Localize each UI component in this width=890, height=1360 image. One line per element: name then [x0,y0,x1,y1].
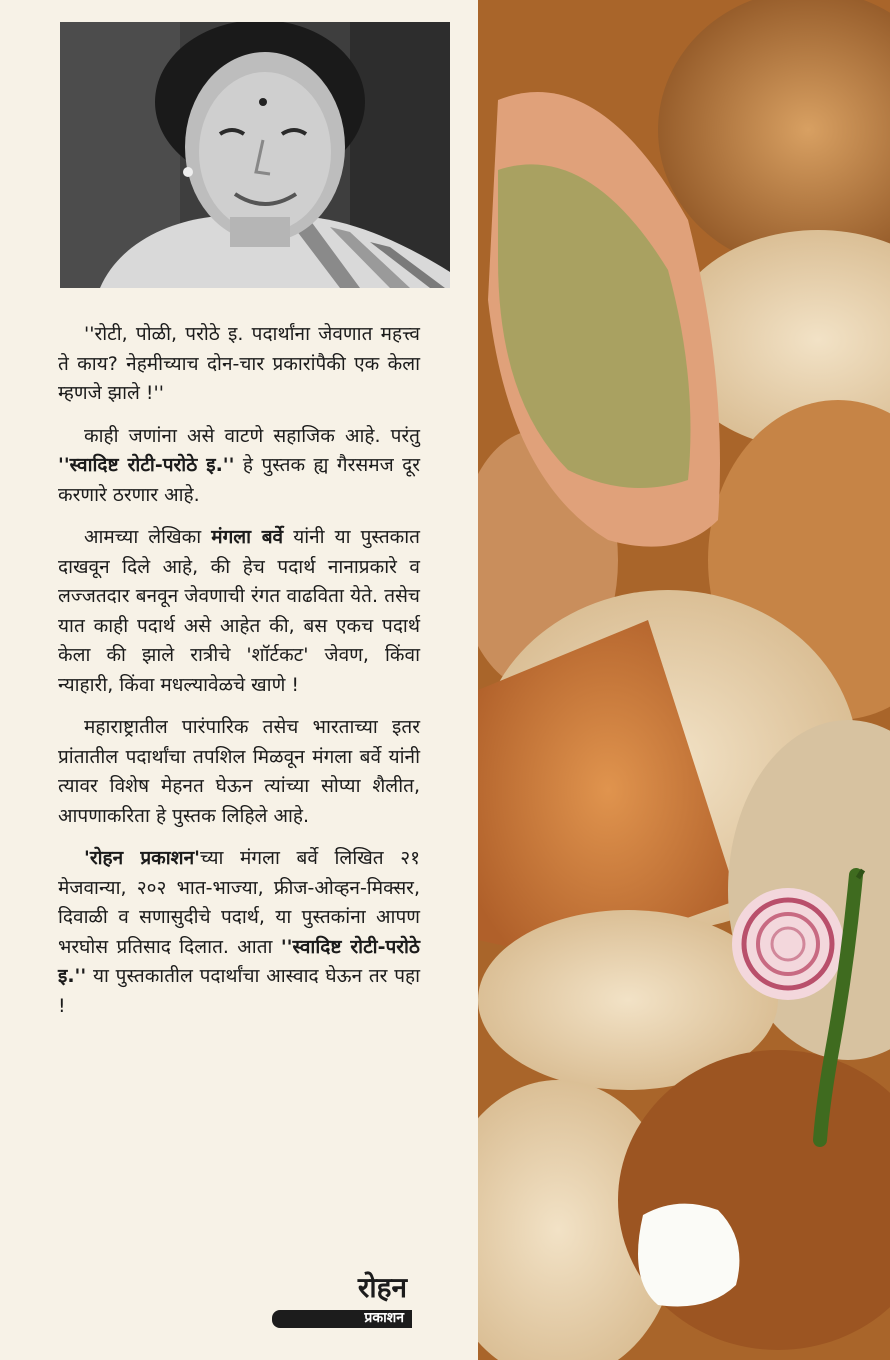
blurb-p2-b: हे पुस्तक ह्य गैरसमज दूर करणारे ठरणार आहे. [58,454,420,506]
publisher-logo [272,1268,412,1332]
logo-main-text: रोहन [357,1271,407,1304]
blurb-paragraph-5 [58,844,420,1021]
blurb-p5-a: च्या मंगला बर्वे लिखित २१ मेजवान्या, २०२ भात-भाज्या, फ्रीज-ओव्हन-मिक्सर, दिवाळी व सणासुदीचे पदार्थ, या पुस्तकांना आपण भरघोस प्रतिसाद दिलात. आता [58,847,420,958]
blurb-paragraph-2 [58,422,420,511]
book-title-bold-2: ''स्वादिष्ट रोटी-परोठे इ.'' [58,935,420,987]
blurb-p5-b: या पुस्तकातील पदार्थांचा आस्वाद घेऊन तर पहा ! [58,965,420,1017]
book-title-bold: ''स्वादिष्ट रोटी-परोठे इ.'' [58,454,235,476]
blurb-paragraph-1: ''रोटी, पोळी, परोठे इ. पदार्थांना जेवणात महत्त्व ते काय? नेहमीच्याच दोन-चार प्रकारांपैकी एक केला म्हणजे झाले !'' [58,323,420,404]
blurb-p2-a: काही जणांना असे वाटणे सहाजिक आहे. परंतु [84,424,420,447]
blurb-p3-b: यांनी या पुस्तकात दाखवून दिले आहे, की हेच पदार्थ नानाप्रकारे व लज्जतदार बनवून जेवणाची रंगत वाढविता येते. तसेच यात काही पदार्थ असे आहेत की, बस एकच पदार्थ केला की झाले रात्रीचे 'शॉर्टकट' जेवण, किंवा न्याहारी, किंवा मधल्यावेळचे खाणे ! [58,526,420,696]
food-photo [478,0,890,1360]
publisher-name-bold: 'रोहन प्रकाशन' [84,847,200,869]
blurb-paragraph-3 [58,523,420,700]
blurb-p3-a: आमच्या लेखिका [84,526,202,548]
blurb-text [58,320,420,1034]
author-portrait [60,22,450,288]
logo-sub-text: प्रकाशन [364,1310,404,1326]
blurb-paragraph-4: महाराष्ट्रातील पारंपारिक तसेच भारताच्या इतर प्रांतातील पदार्थांचा तपशिल मिळवून मंगला बर्वे यांनी त्यावर विशेष मेहनत घेऊन त्यांच्या सोप्या शैलीत, आपणाकरिता हे पुस्तक लिहिले आहे. [58,716,420,827]
author-name-bold: मंगला बर्वे [211,526,284,548]
